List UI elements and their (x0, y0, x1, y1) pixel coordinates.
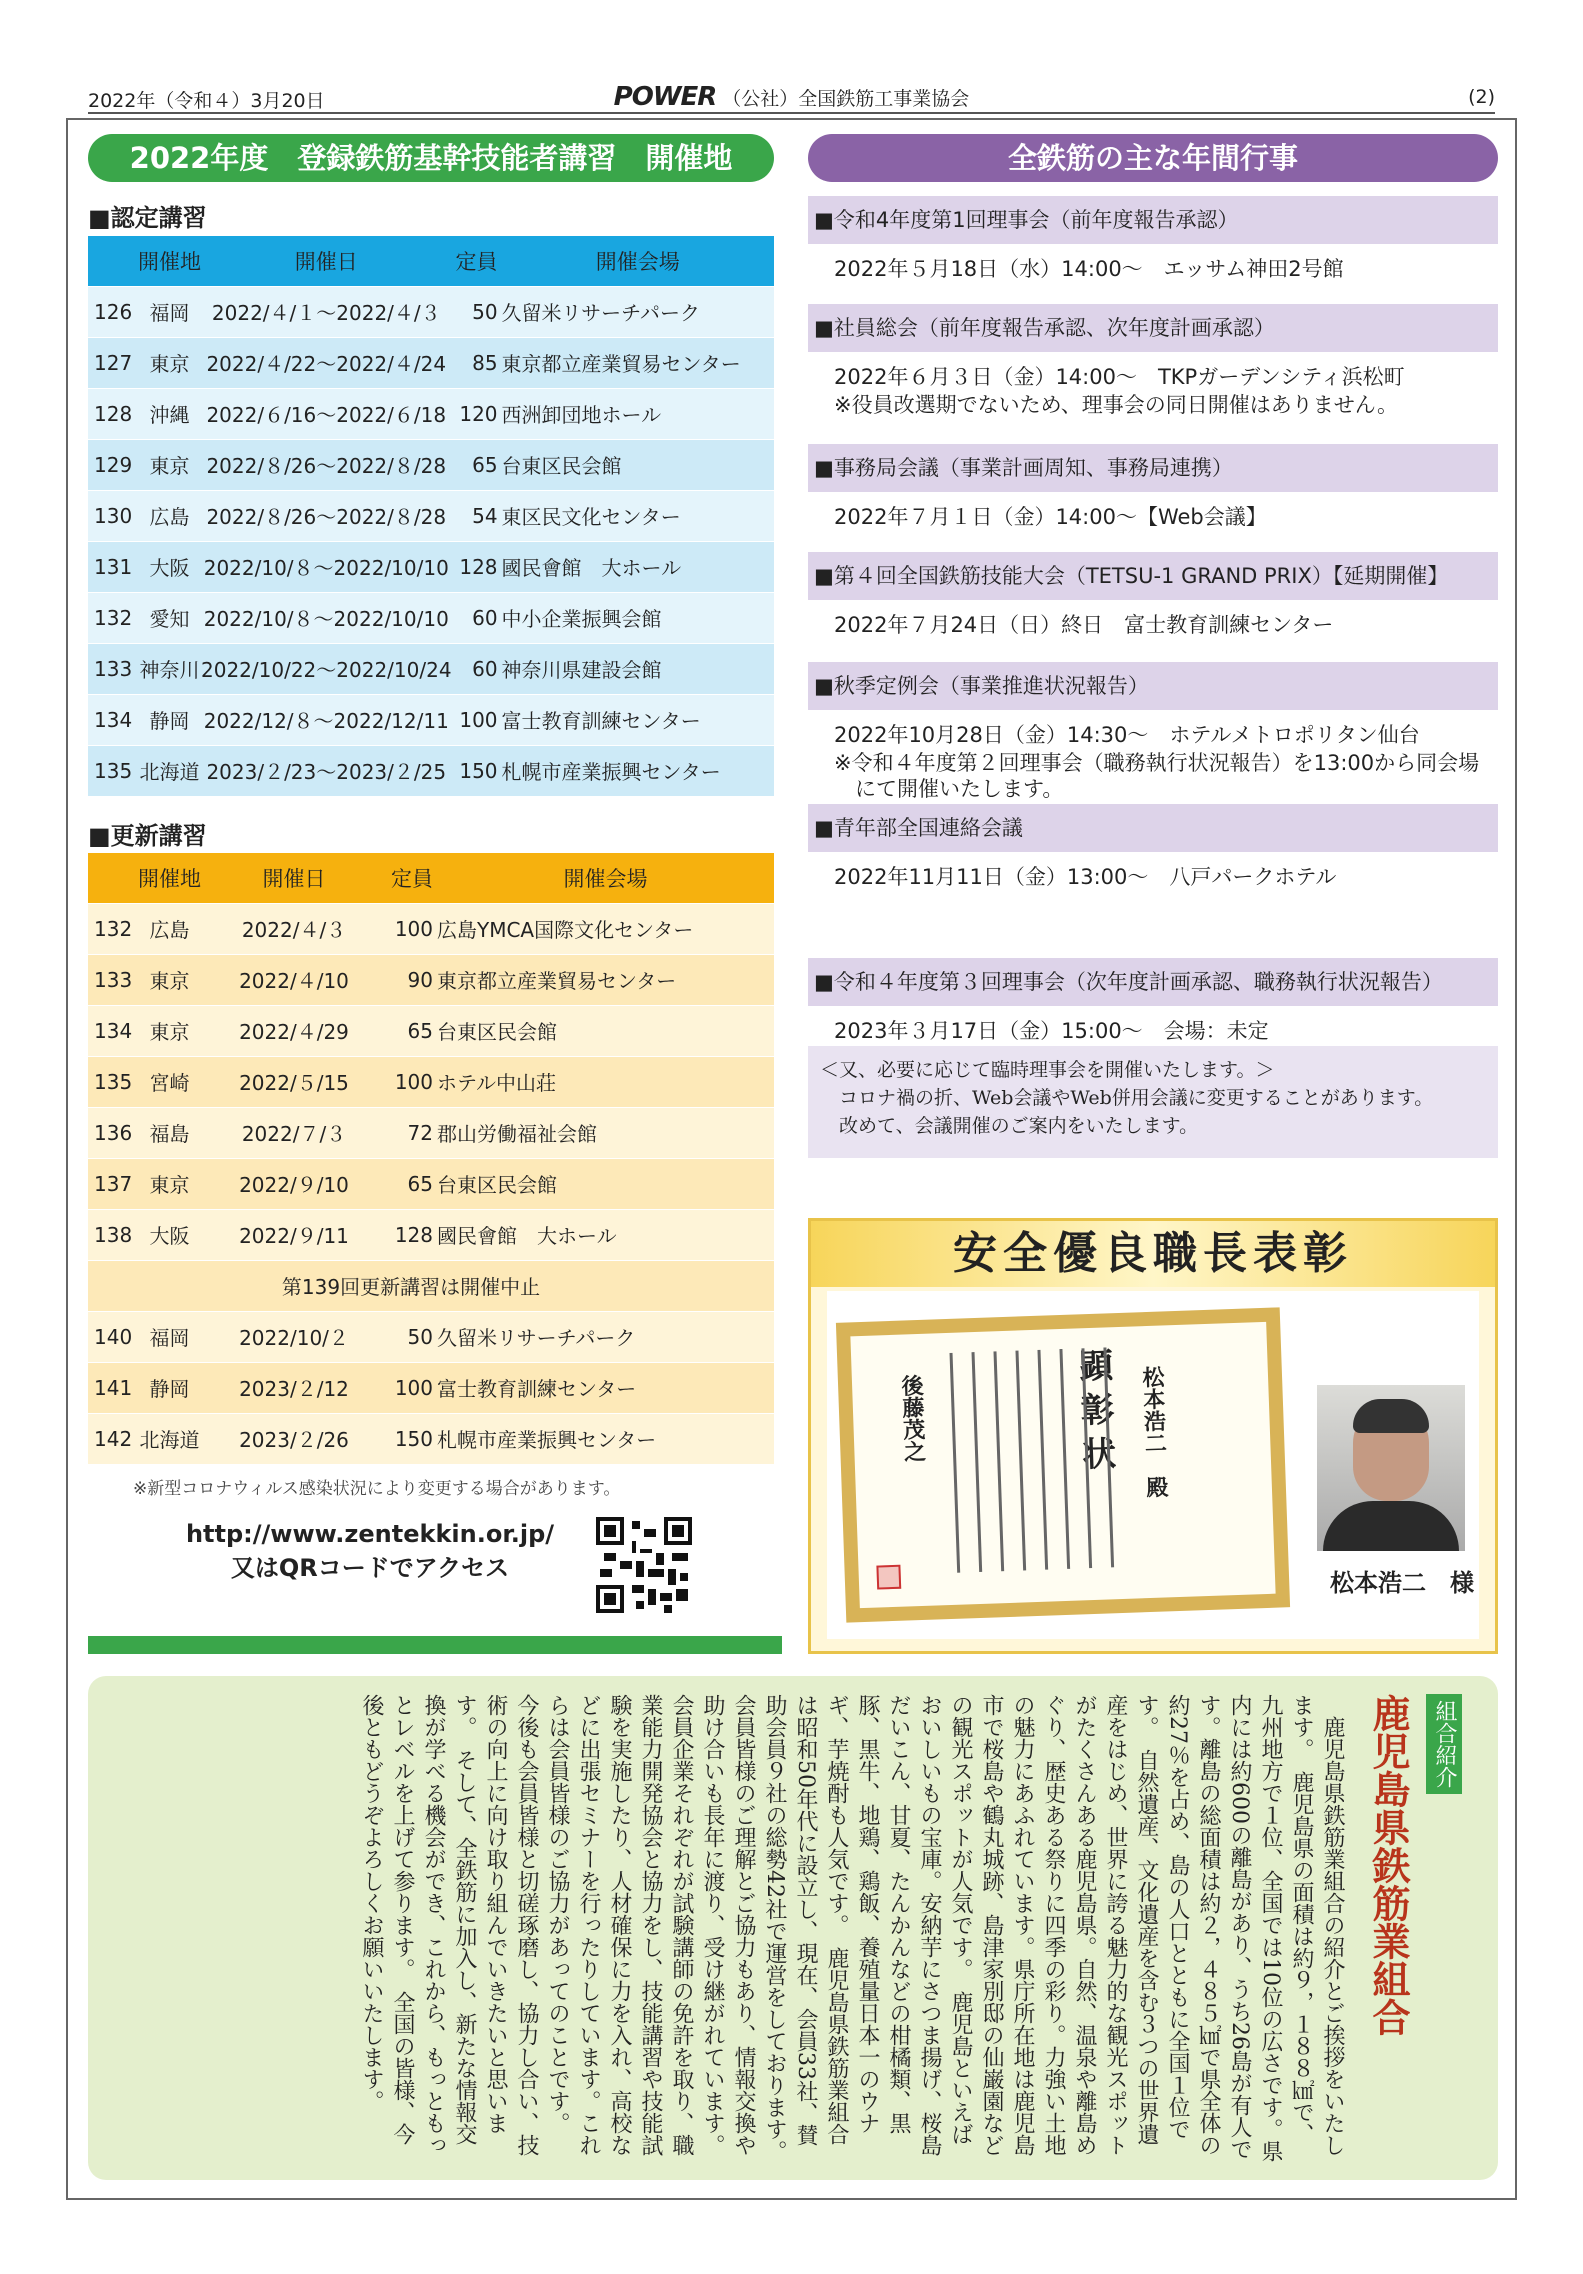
table-cell: 2022/12/８～2022/12/11 (201, 694, 452, 745)
table-cell: 2023/２/26 (201, 1413, 387, 1464)
qr-access-text: 又はQRコードでアクセス (230, 1554, 510, 1582)
photo-caption: 松本浩二 様 (1330, 1569, 1474, 1597)
table-cell: 2022/４/１～2022/４/３ (201, 286, 452, 337)
table-cell: 広島 (138, 903, 201, 954)
table-cell: 2022/10/２ (201, 1311, 387, 1362)
event-item (808, 958, 1498, 1046)
cert-course-table (88, 236, 774, 797)
union-introduction (88, 1676, 1498, 2180)
table-cell: 富士教育訓練センター (502, 694, 774, 745)
table-cell: 福岡 (138, 1311, 201, 1362)
event-note (808, 1046, 1498, 1158)
table-cell: 141 (88, 1362, 138, 1413)
table-cell: 150 (387, 1413, 437, 1464)
table-cell: 65 (387, 1158, 437, 1209)
table-cell: 台東区民会館 (437, 1158, 774, 1209)
table-cell: 広島 (138, 490, 201, 541)
table-cell: 2022/８/26～2022/８/28 (201, 490, 452, 541)
table-row (88, 1005, 774, 1056)
table-cell: 136 (88, 1107, 138, 1158)
event-detail-line: 2022年５月18日（水）14:00～ エッサム神田2号館 (834, 257, 1344, 281)
table-cell: 100 (387, 1362, 437, 1413)
table-cell: 2022/７/３ (201, 1107, 387, 1158)
event-heading: ■青年部全国連絡会議 (808, 804, 1498, 852)
table-cell: 128 (452, 541, 502, 592)
table-cell: 沖縄 (138, 388, 201, 439)
covid-note: ※新型コロナウィルス感染状況により変更する場合があります。 (133, 1479, 621, 1499)
table-cell: 西洲卸団地ホール (502, 388, 774, 439)
table-cell: 138 (88, 1209, 138, 1260)
table-cell: 2022/８/26～2022/８/28 (201, 439, 452, 490)
table-cell: 135 (88, 745, 138, 796)
event-item (808, 444, 1498, 532)
events-banner: 全鉄筋の主な年間行事 (808, 134, 1498, 182)
cert-heading: 顕彰状 (1071, 1347, 1117, 1481)
table-cell: 東京 (138, 954, 201, 1005)
table-row (88, 490, 774, 541)
renew-course-table (88, 853, 774, 1465)
table-cell: 北海道 (138, 745, 201, 796)
table-cell: 東京 (138, 337, 201, 388)
table-cell: 132 (88, 592, 138, 643)
table-cell: ホテル中山荘 (437, 1056, 774, 1107)
table-row (88, 439, 774, 490)
table-cell: 2022/６/16～2022/６/18 (201, 388, 452, 439)
event-item (808, 662, 1498, 802)
table-row (88, 1362, 774, 1413)
table-row (88, 643, 774, 694)
table-cell: 50 (387, 1311, 437, 1362)
website-link[interactable] (170, 1517, 570, 1585)
table-row (88, 592, 774, 643)
event-detail-line: 2022年７月24日（日）終日 富士教育訓練センター (834, 613, 1334, 637)
event-heading: ■事務局会議（事業計画周知、事務局連携） (808, 444, 1498, 492)
table-row (88, 541, 774, 592)
table-cell: 120 (452, 388, 502, 439)
table-cell: 中小企業振興会館 (502, 592, 774, 643)
award-content (827, 1291, 1479, 1639)
table-cell: 東京 (138, 439, 201, 490)
table-header (88, 853, 138, 903)
table-cell: 134 (88, 1005, 138, 1056)
table-cell: 台東区民会館 (502, 439, 774, 490)
renew-course-label: ■更新講習 (88, 822, 207, 850)
table-header: 開催日 (201, 236, 452, 286)
table-cell: 東京都立産業貿易センター (502, 337, 774, 388)
table-cell: 130 (88, 490, 138, 541)
table-row (88, 903, 774, 954)
table-cell: 2023/２/12 (201, 1362, 387, 1413)
table-cell: 福岡 (138, 286, 201, 337)
award-title: 安全優良職長表彰 (811, 1221, 1495, 1287)
event-detail (808, 710, 1498, 802)
event-detail (808, 492, 1498, 532)
event-heading: ■令和4年度第1回理事会（前年度報告承認） (808, 196, 1498, 244)
table-cell: 2022/10/８～2022/10/10 (201, 592, 452, 643)
table-row (88, 694, 774, 745)
table-row (88, 954, 774, 1005)
table-cell: 富士教育訓練センター (437, 1362, 774, 1413)
table-cell: 宮崎 (138, 1056, 201, 1107)
table-cell: 台東区民会館 (437, 1005, 774, 1056)
table-cell: 60 (452, 592, 502, 643)
cert-recipient: 松本浩二 殿 (1138, 1365, 1170, 1499)
event-note-line: 改めて、会議開催のご案内をいたします。 (820, 1115, 1199, 1137)
table-cell: 134 (88, 694, 138, 745)
table-cell: 128 (88, 388, 138, 439)
table-cell: 福島 (138, 1107, 201, 1158)
table-cell: 2022/10/８～2022/10/10 (201, 541, 452, 592)
cancel-row (88, 1260, 774, 1311)
table-cell: 郡山労働福祉会館 (437, 1107, 774, 1158)
table-row (88, 1209, 774, 1260)
event-detail-line: ※令和４年度第２回理事会（職務執行状況報告）を13:00から同会場 (834, 751, 1480, 775)
event-detail-line: 2022年６月３日（金）14:00～ TKPガーデンシティ浜松町 (834, 365, 1405, 389)
event-detail-line: 2022年11月11日（金）13:00～ 八戸パークホテル (834, 865, 1337, 889)
event-detail-line: 2023年３月17日（金）15:00～ 会場：未定 (834, 1019, 1269, 1043)
table-cell: 静岡 (138, 694, 201, 745)
table-cell: 133 (88, 954, 138, 1005)
cert-course-label: ■認定講習 (88, 204, 207, 232)
page-number: (2) (1468, 86, 1495, 108)
website-url[interactable]: http://www.zentekkin.or.jp/ (185, 1520, 555, 1548)
table-cell: 札幌市産業振興センター (502, 745, 774, 796)
union-title: 鹿児島県鉄筋業組合 (1366, 1694, 1410, 2036)
table-cell: 國民會館 大ホール (502, 541, 774, 592)
event-detail (808, 852, 1498, 892)
table-cell: 大阪 (138, 541, 201, 592)
award-section (808, 1218, 1498, 1654)
table-row (88, 337, 774, 388)
training-banner: 2022年度 登録鉄筋基幹技能者講習 開催地 (88, 134, 774, 182)
table-cell: 2023/２/23～2023/２/25 (201, 745, 452, 796)
event-heading: ■社員総会（前年度報告承認、次年度計画承認） (808, 304, 1498, 352)
table-row (88, 286, 774, 337)
table-cell: 広島YMCA国際文化センター (437, 903, 774, 954)
table-cell: 國民會館 大ホール (437, 1209, 774, 1260)
table-cell: 100 (452, 694, 502, 745)
table-cell: 142 (88, 1413, 138, 1464)
table-cell: 72 (387, 1107, 437, 1158)
table-cell: 137 (88, 1158, 138, 1209)
table-row (88, 388, 774, 439)
recipient-photo (1317, 1385, 1465, 1551)
table-cell: 2022/４/10 (201, 954, 387, 1005)
table-cell: 90 (387, 954, 437, 1005)
event-detail-line: 2022年10月28日（金）14:30～ ホテルメトロポリタン仙台 (834, 723, 1420, 747)
table-cell: 北海道 (138, 1413, 201, 1464)
event-detail-line: にて開催いたします。 (834, 777, 1064, 801)
table-row (88, 1158, 774, 1209)
cert-text-lines (941, 1347, 1119, 1583)
event-detail-line: ※役員改選期でないため、理事会の同日開催はありません。 (834, 393, 1399, 417)
table-cell: 大阪 (138, 1209, 201, 1260)
table-cell: 東京 (138, 1158, 201, 1209)
table-cell: 2022/４/３ (201, 903, 387, 954)
table-cell: 東京 (138, 1005, 201, 1056)
table-header: 開催地 (138, 853, 201, 903)
table-cell: 愛知 (138, 592, 201, 643)
table-cell: 131 (88, 541, 138, 592)
event-detail (808, 244, 1498, 284)
table-cell: 久留米リサーチパーク (502, 286, 774, 337)
event-heading: ■令和４年度第３回理事会（次年度計画承認、職務執行状況報告） (808, 958, 1498, 1006)
table-header (88, 236, 138, 286)
event-item (808, 552, 1498, 640)
event-detail (808, 600, 1498, 640)
table-cell: 135 (88, 1056, 138, 1107)
table-cell: 100 (387, 903, 437, 954)
masthead (88, 82, 1495, 112)
table-cell: 2022/９/10 (201, 1158, 387, 1209)
table-cell: 神奈川 (138, 643, 201, 694)
event-detail (808, 352, 1498, 418)
table-header: 開催会場 (437, 853, 774, 903)
table-cell: 2022/４/29 (201, 1005, 387, 1056)
table-cell: 150 (452, 745, 502, 796)
table-cell: 54 (452, 490, 502, 541)
table-cell: 65 (452, 439, 502, 490)
table-cell: 60 (452, 643, 502, 694)
event-detail-line: 2022年７月１日（金）14:00～【Web会議】 (834, 505, 1267, 529)
table-cell: 2022/５/15 (201, 1056, 387, 1107)
qr-code-icon[interactable] (596, 1517, 692, 1613)
table-cell: 2022/10/22～2022/10/24 (201, 643, 452, 694)
table-cell: 50 (452, 286, 502, 337)
brand-logo: POWER (613, 82, 717, 112)
event-note-line: コロナ禍の折、Web会議やWeb併用会議に変更することがあります。 (820, 1087, 1434, 1109)
table-cell: 140 (88, 1311, 138, 1362)
event-item (808, 304, 1498, 418)
table-cell: 久留米リサーチパーク (437, 1311, 774, 1362)
table-cell: 2022/４/22～2022/４/24 (201, 337, 452, 388)
event-heading: ■第４回全国鉄筋技能大会（TETSU-1 GRAND PRIX）【延期開催】 (808, 552, 1498, 600)
divider-bar (88, 1636, 782, 1654)
cert-signer: 後藤茂之 (897, 1373, 927, 1463)
page-header (88, 82, 1495, 114)
event-item (808, 804, 1498, 892)
certificate-image (836, 1307, 1290, 1622)
union-body: 鹿児島県鉄筋業組合の紹介とご挨拶をいたします。 鹿児島県の面積は約９，１８８㎢で、九州地方で１位、全国では10位の広さです。県内には約600の離島があり、うち26島が有人です。離島の総面積は約２，４８５㎢で県全体の約27％を占め、島の人口とともに全国１位です。 自然遺産、文化遺産を含む３つの世界遺産をはじめ、世界に誇る魅力的な観光スポットがたくさんある鹿児島県。自然、温泉や離島めぐり、歴史ある祭りに四季の彩り。力強い土地の魅力にあふれています。県庁所在地は鹿児島市で桜島や鶴丸城跡、島津家別邸の仙巌園などの観光スポットが人気です。 鹿児島といえばおいしいもの宝庫。安納芋にさつま揚げ、桜島だいこん、甘夏、たんかんなどの柑橘類、黒豚、黒牛、地鶏、鶏飯、養殖量日本一のウナギ、芋焼酎も人気です。 鹿児島県鉄筋業組合は昭和50年代に設立し、現在、会員33社、賛助会員９社の総勢42社で運営をしております。 会員皆様のご理解とご協力もあり、情報交換や助け合いも長年に渡り、受け継がれています。 会員企業それぞれが試験講師の免許を取り、職業能力開発協会と協力をし、技能講習や技能試験を実施したり、人材確保に力を入れ、高校などに出張セミナーを行ったりしています。これらは会員皆様のご協力があってのことです。 今後も会員皆様と切磋琢磨し、協力し合い、技術の向上に向け取り組んでいきたいと思います。 そして、全鉄筋に加入し、新たな情報交換が学べる機会ができ、これから、もっともっとレベルを上げて参ります。 全国の皆様、今後ともどうぞよろしくお願いいたします。 (359, 1694, 1345, 2173)
table-cell: 126 (88, 286, 138, 337)
table-cell: 2022/９/11 (201, 1209, 387, 1260)
table-header: 定員 (387, 853, 437, 903)
table-cell: 静岡 (138, 1362, 201, 1413)
table-row (88, 745, 774, 796)
table-cell: 札幌市産業振興センター (437, 1413, 774, 1464)
table-row (88, 1056, 774, 1107)
table-header: 開催会場 (502, 236, 774, 286)
table-row (88, 1107, 774, 1158)
event-item (808, 196, 1498, 284)
seal-stamp (876, 1565, 901, 1590)
table-cell: 129 (88, 439, 138, 490)
event-note-line: ＜又、必要に応じて臨時理事会を開催いたします。＞ (820, 1059, 1275, 1081)
table-row (88, 1413, 774, 1464)
table-cell: 127 (88, 337, 138, 388)
table-cell: 東京都立産業貿易センター (437, 954, 774, 1005)
table-cell: 100 (387, 1056, 437, 1107)
table-cell: 128 (387, 1209, 437, 1260)
org-name: （公社）全国鉄筋工事業協会 (722, 88, 970, 110)
table-header: 開催日 (201, 853, 387, 903)
table-cell: 神奈川県建設会館 (502, 643, 774, 694)
table-cell: 東区民文化センター (502, 490, 774, 541)
table-header: 定員 (452, 236, 502, 286)
event-heading: ■秋季定例会（事業推進状況報告） (808, 662, 1498, 710)
table-header: 開催地 (138, 236, 201, 286)
table-row (88, 1311, 774, 1362)
table-cell: 65 (387, 1005, 437, 1056)
cancel-notice: 第139回更新講習は開催中止 (88, 1260, 774, 1311)
section-tag: 組合紹介 (1426, 1694, 1462, 1794)
event-detail (808, 1006, 1498, 1046)
table-cell: 132 (88, 903, 138, 954)
table-cell: 133 (88, 643, 138, 694)
table-cell: 85 (452, 337, 502, 388)
issue-date: 2022年（令和４）3月20日 (88, 90, 325, 112)
